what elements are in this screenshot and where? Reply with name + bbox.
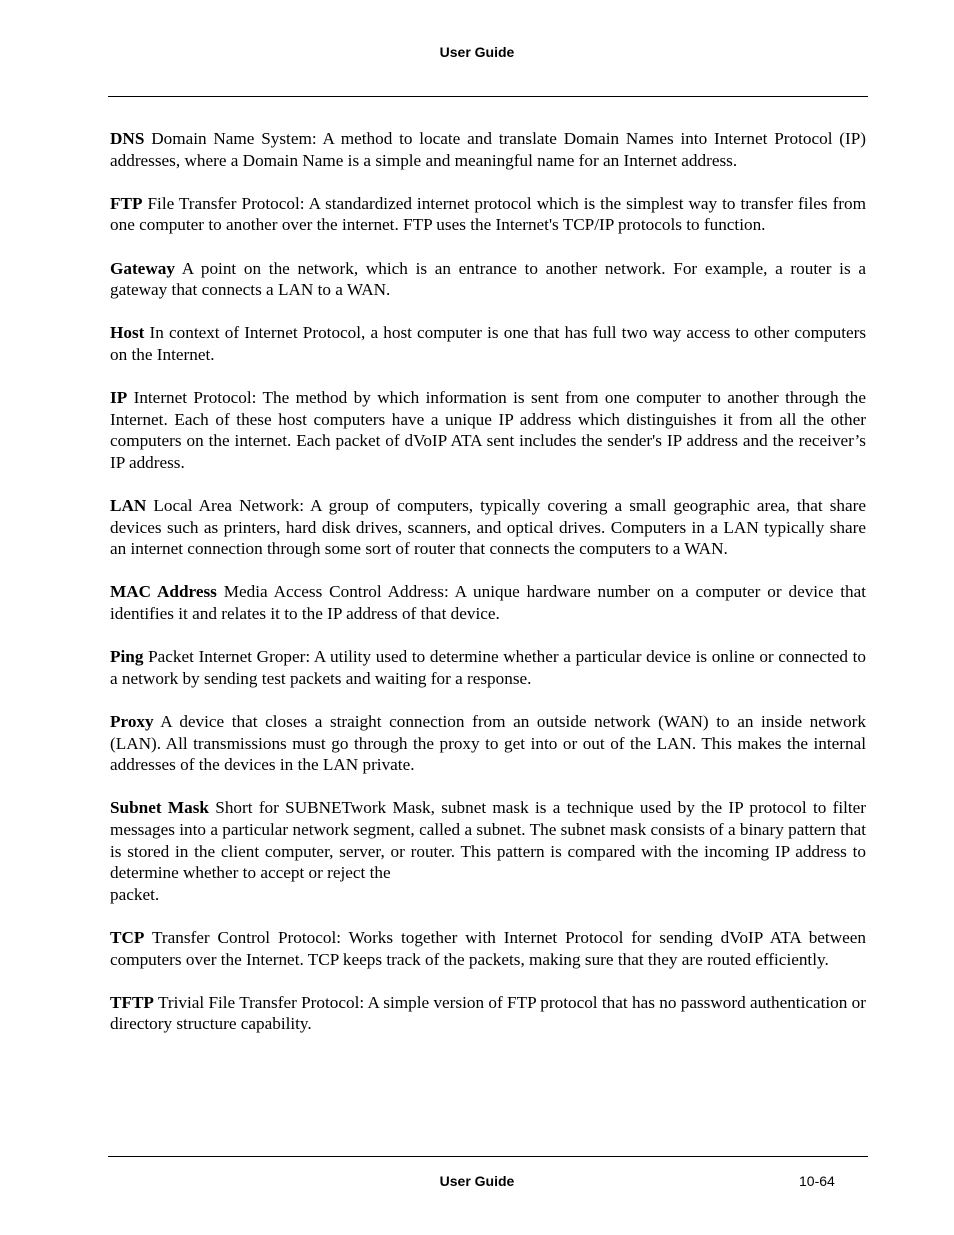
glossary-definition: A device that closes a straight connection from an outside network (WAN) to an inside network (LAN). All transmissions must go through the proxy to get into or out of the LAN. This makes the internal addresses of the devices in the LAN private. xyxy=(110,712,866,775)
glossary-definition-tail: packet. xyxy=(110,884,160,904)
glossary-term: Proxy xyxy=(110,712,154,732)
glossary-entry-tcp xyxy=(110,927,866,970)
glossary-definition: File Transfer Protocol: A standardized internet protocol which is the simplest way to transfer files from one computer to another over the internet. FTP uses the Internet's TCP/IP protocols to function. xyxy=(110,193,866,235)
glossary-definition: Trivial File Transfer Protocol: A simple version of FTP protocol that has no password authentication or directory structure capability. xyxy=(110,992,866,1034)
glossary-definition: A point on the network, which is an entrance to another network. For example, a router is a gateway that connects a LAN to a WAN. xyxy=(110,258,866,300)
page-number: 10-64 xyxy=(799,1173,835,1189)
glossary-entry-ip xyxy=(110,387,866,473)
glossary-term: DNS xyxy=(110,129,145,148)
page-header-title: User Guide xyxy=(439,44,515,60)
glossary-term: TCP xyxy=(110,927,145,947)
glossary-definition: Transfer Control Protocol: Works together with Internet Protocol for sending dVoIP ATA between computers over the Internet. TCP keeps track of the packets, making sure that they are routed efficiently. xyxy=(110,927,866,969)
glossary-term: TFTP xyxy=(110,992,154,1012)
glossary-entry-ping xyxy=(110,646,866,689)
glossary-definition: Packet Internet Groper: A utility used to determine whether a particular device is online or connected to a network by sending test packets and waiting for a response. xyxy=(110,647,866,688)
glossary-term: IP xyxy=(110,388,128,408)
page-footer-title: User Guide xyxy=(439,1173,515,1189)
glossary-definition: Internet Protocol: The method by which information is sent from one computer to another through the Internet. Each of these host computers have a unique IP address which distinguishes it from all the other computers on the internet. Each packet of dVoIP ATA sent includes the sender's IP address and the receiver’s IP address. xyxy=(110,388,867,472)
glossary-entry-lan xyxy=(110,495,866,560)
glossary-term: Gateway xyxy=(110,258,175,278)
glossary-term: MAC Address xyxy=(110,582,217,602)
glossary-definition: Local Area Network: A group of computers, typically covering a small geographic area, that share devices such as printers, hard disk drives, scanners, and optical drives. Computers in a LAN typically share an internet connection through some sort of router that connects the computers to a WAN. xyxy=(110,496,867,559)
glossary-list xyxy=(110,128,866,1057)
glossary-term: Subnet Mask xyxy=(110,798,209,818)
glossary-term: Ping xyxy=(110,647,144,667)
footer-divider xyxy=(108,1156,868,1157)
glossary-definition: Short for SUBNETwork Mask, subnet mask is a technique used by the IP protocol to filter messages into a particular network segment, called a subnet. The subnet mask consists of a binary pattern that is stored in the client computer, server, or router. This pattern is compared with the incoming IP address to determine whether to accept or reject the xyxy=(110,798,867,883)
glossary-entry-ftp xyxy=(110,193,866,236)
glossary-entry-mac-address xyxy=(110,581,866,624)
glossary-entry-subnet-mask xyxy=(110,797,866,905)
header-divider xyxy=(108,96,868,97)
glossary-definition: In context of Internet Protocol, a host computer is one that has full two way access to other computers on the Internet. xyxy=(110,323,867,364)
glossary-term: FTP xyxy=(110,193,143,213)
glossary-definition: Domain Name System: A method to locate and translate Domain Names into Internet Protocol (IP) addresses, where a Domain Name is a simple and meaningful name for an Internet address. xyxy=(110,129,867,170)
glossary-definition: Media Access Control Address: A unique hardware number on a computer or device that identifies it and relates it to the IP address of that device. xyxy=(110,582,866,624)
glossary-entry-dns xyxy=(110,128,866,171)
glossary-entry-proxy xyxy=(110,711,866,776)
glossary-term: LAN xyxy=(110,496,147,516)
glossary-entry-tftp xyxy=(110,992,866,1035)
glossary-entry-gateway xyxy=(110,258,866,301)
glossary-entry-host xyxy=(110,322,866,365)
glossary-term: Host xyxy=(110,323,145,343)
